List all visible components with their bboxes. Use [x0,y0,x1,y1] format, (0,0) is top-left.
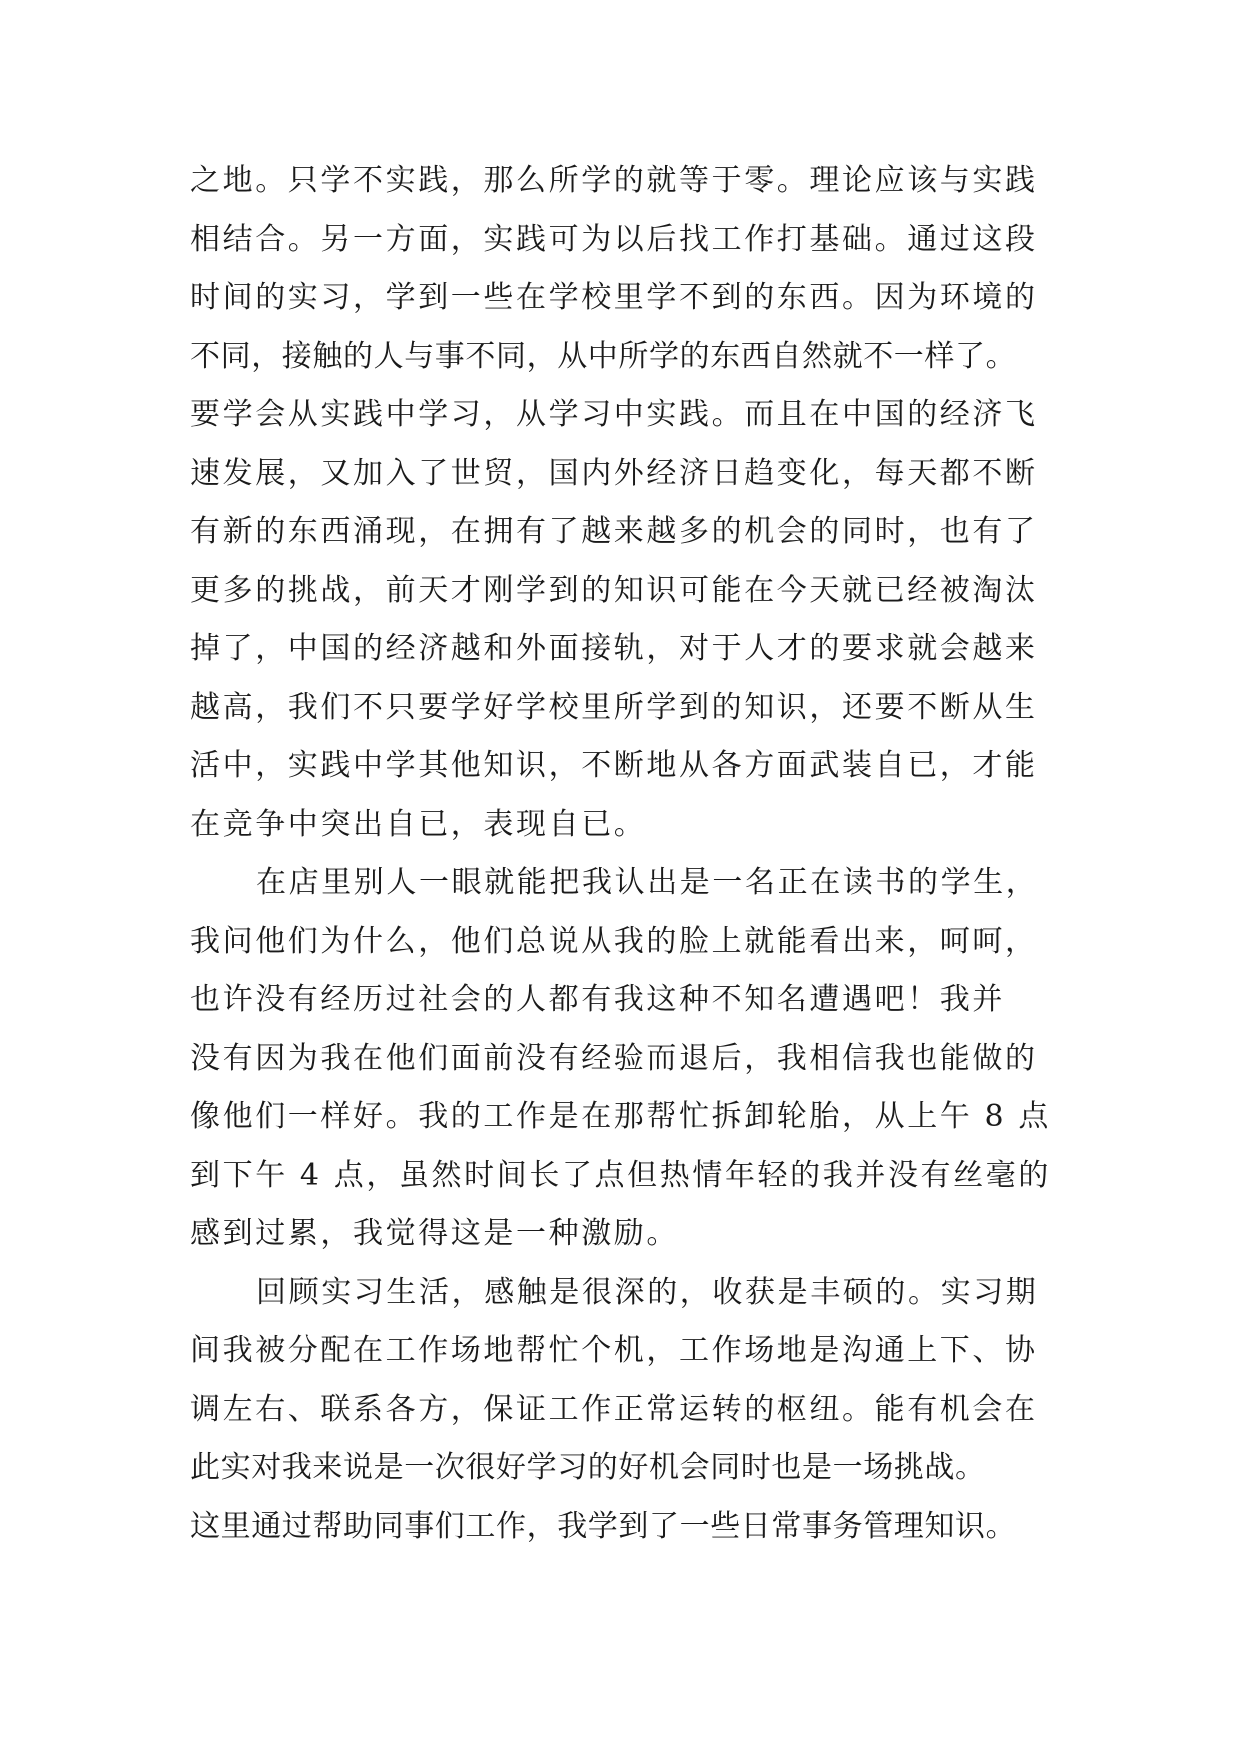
text-line: 在店里别人一眼就能把我认出是一名正在读书的学生， [256,865,1039,900]
text-line: 也许没有经历过社会的人都有我这种不知名遭遇吧！我并 [190,982,1005,1017]
text-line: 到下午 4 点，虽然时间长了点但热情年轻的我并没有丝毫的 [190,1157,1051,1193]
text-line: 时间的实习，学到一些在学校里学不到的东西。因为环境的 [190,280,1038,315]
text-line: 我问他们为什么，他们总说从我的脸上就能看出来，呵呵， [190,923,1038,959]
text-line: 在竞争中突出自已，表现自已。 [190,806,647,842]
paragraph-2 [190,854,1070,1264]
text-line: 相结合。另一方面，实践可为以后找工作打基础。通过这段 [190,221,1038,257]
text-line: 调左右、联系各方，保证工作正常运转的枢纽。能有机会在 [190,1391,1038,1427]
text-line: 更多的挑战，前天才刚学到的知识可能在今天就已经被淘汰 [190,572,1038,608]
text-line: 不同，接触的人与事不同，从中所学的东西自然就不一样了。 [190,338,1017,374]
text-line: 之地。只学不实践，那么所学的就等于零。理论应该与实践 [190,163,1038,198]
text-line: 活中，实践中学其他知识，不断地从各方面武装自已，才能 [190,748,1038,783]
paragraph-3 [190,1264,1070,1557]
document-body [190,152,1070,1556]
text-line: 速发展，又加入了世贸，国内外经济日趋变化，每天都不断 [190,455,1038,491]
text-line: 回顾实习生活，感触是很深的，收获是丰硕的。实习期 [256,1274,1039,1310]
text-line: 要学会从实践中学习，从学习中实践。而且在中国的经济飞 [190,397,1038,432]
text-line: 这里通过帮助同事们工作，我学到了一些日常事务管理知识。 [190,1508,1017,1544]
text-line: 掉了，中国的经济越和外面接轨，对于人才的要求就会越来 [190,631,1038,666]
text-line: 感到过累，我觉得这是一种激励。 [190,1216,679,1251]
text-line: 此实对我来说是一次很好学习的好机会同时也是一场挑战。 [190,1450,986,1485]
text-line: 间我被分配在工作场地帮忙个机，工作场地是沟通上下、协 [190,1333,1038,1368]
text-line: 像他们一样好。我的工作是在那帮忙拆卸轮胎，从上午 8 点 [190,1099,1051,1134]
paragraph-1 [190,152,1070,854]
text-line: 越高，我们不只要学好学校里所学到的知识，还要不断从生 [190,689,1038,725]
text-line: 没有因为我在他们面前没有经验而退后，我相信我也能做的 [190,1040,1038,1076]
text-line: 有新的东西涌现，在拥有了越来越多的机会的同时，也有了 [190,514,1038,549]
